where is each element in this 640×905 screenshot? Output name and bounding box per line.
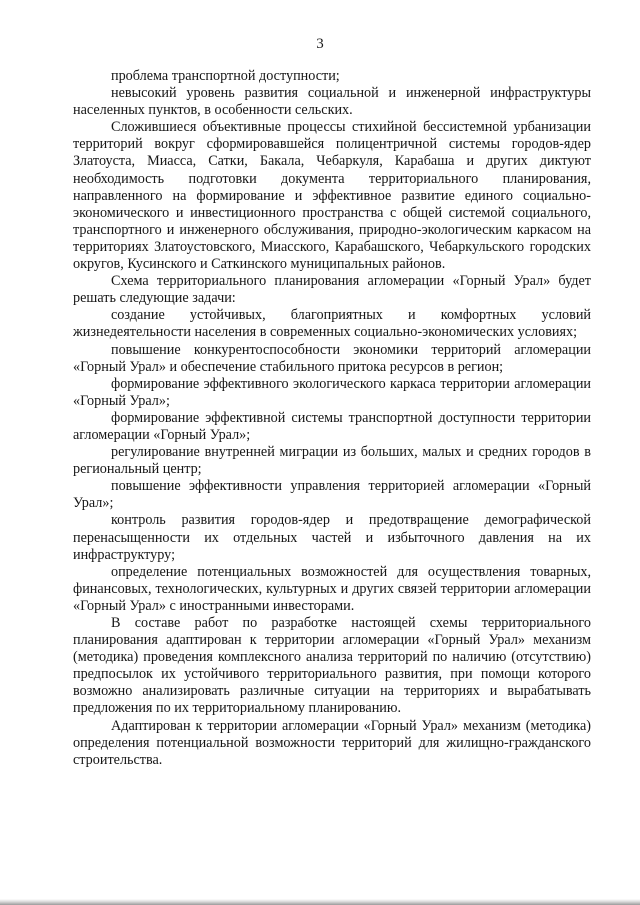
task-item-competitiveness: повышение конкурентоспособности экономики территорий агломерации «Горный Урал» и обеспечение стабильного притока ресурсов в регион; <box>73 341 591 375</box>
task-item-living-conditions: создание устойчивых, благоприятных и комфортных условий жизнедеятельности населения в современных социально-экономических условиях; <box>73 307 591 341</box>
task-item-investor-links: определение потенциальных возможностей для осуществления товарных, финансовых, технологических, культурных и других связей территории агломерации «Горный Урал» с иностранными инвесторами. <box>73 563 591 614</box>
task-item-management: повышение эффективности управления территорией агломерации «Горный Урал»; <box>73 478 591 512</box>
task-item-migration: регулирование внутренней миграции из больших, малых и средних городов в региональный центр; <box>73 444 591 478</box>
page-number: 3 <box>316 36 324 52</box>
task-item-core-cities-control: контроль развития городов-ядер и предотвращение демографической перенасыщенности их отдельных частей и избыточного давления на их инфраструктуру; <box>73 512 591 563</box>
task-item-ecological-frame: формирование эффективного экологического каркаса территории агломерации «Горный Урал»; <box>73 375 591 409</box>
paragraph-tasks-intro: Схема территориального планирования агломерации «Горный Урал» будет решать следующие задачи: <box>73 273 591 307</box>
document-body <box>73 68 591 769</box>
scan-bottom-edge <box>0 899 640 905</box>
paragraph-housing-method: Адаптирован к территории агломерации «Горный Урал» механизм (методика) определения потенциальной возможности территорий для жилищно-гражданского строительства. <box>73 717 591 768</box>
paragraph-transport-accessibility: проблема транспортной доступности; <box>111 68 340 84</box>
paragraph-infrastructure-level: невысокий уровень развития социальной и инженерной инфраструктуры населенных пунктов, в особенности сельских. <box>73 85 591 119</box>
paragraph-urbanization: Сложившиеся объективные процессы стихийной бессистемной урбанизации территорий вокруг сформировавшейся полицентричной системы городов-ядер Златоуста, Миасса, Сатки, Бакала, Чебаркуля, Карабаша и других диктуют необходимость подготовки документа территориального планирования, направленного на формирование и эффективное развитие единого социально-экономического и инвестиционного пространства с общей системой социального, транспортного и инженерного обслуживания, природно-экологическим каркасом на территориях Златоустовского, Миасского, Карабашского, Чебаркульского городских округов, Кусинского и Саткинского муниципальных районов. <box>73 119 591 273</box>
task-item-transport-system: формирование эффективной системы транспортной доступности территории агломерации «Горный Урал»; <box>73 409 591 443</box>
paragraph-analysis-method: В составе работ по разработке настоящей схемы территориального планирования адаптирован к территории агломерации «Горный Урал» механизм (методика) проведения комплексного анализа территорий по наличию (отсутствию) предпосылок их устойчивого территориального развития, при помощи которого возможно анализировать различные ситуации на территориях и вырабатывать предложения по их территориальному планированию. <box>73 615 591 717</box>
